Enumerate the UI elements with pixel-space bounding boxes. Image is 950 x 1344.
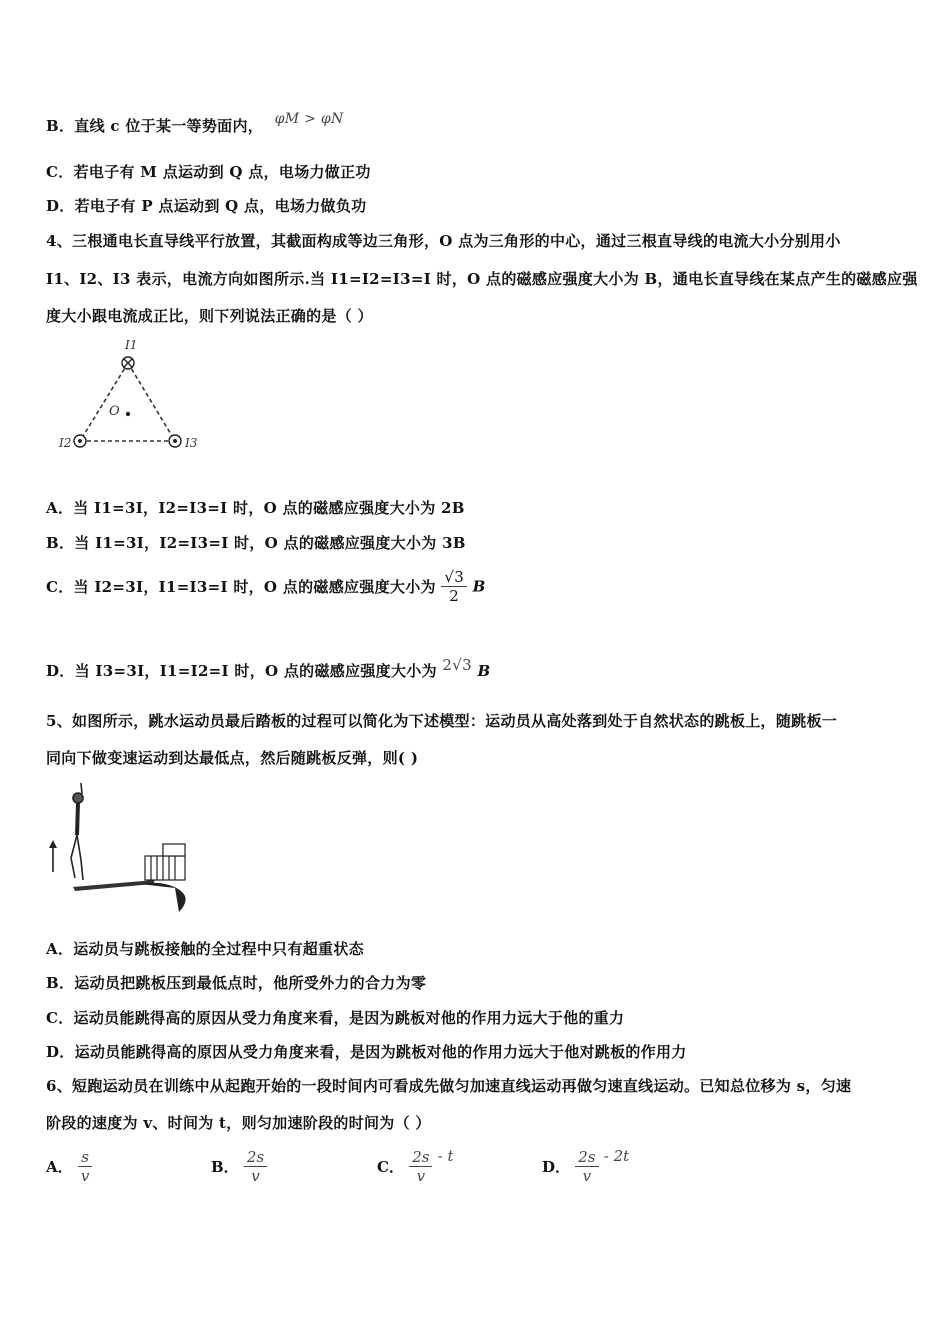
- prev-option-b: [46, 111, 344, 136]
- q6-line1: [46, 1075, 851, 1096]
- sqrt3-over-2-fraction: [441, 568, 467, 605]
- q5-line1: [46, 710, 837, 731]
- field-b-symbol: B: [477, 662, 491, 680]
- option-fraction: [575, 1148, 598, 1185]
- q4-option-b: [46, 532, 466, 553]
- option-tail: - 2t: [603, 1146, 630, 1165]
- option-label: B．: [211, 1158, 239, 1176]
- triangle-edge-left: [80, 363, 128, 441]
- q4-option-c: [46, 568, 486, 605]
- label-i1: I1: [125, 338, 138, 352]
- option-label: B．: [46, 117, 75, 135]
- q5-option-d-text: D．运动员能跳得高的原因从受力角度来看，是因为跳板对他的作用力远大于他对跳板的作用力: [46, 1043, 687, 1061]
- q4-option-c-text: C．当 I2=3I，I1=I3=I 时，O 点的磁感应强度大小为: [46, 578, 436, 596]
- option-text: 若电子有 M 点运动到 Q 点，电场力做正功: [73, 163, 371, 181]
- q6-line2: [46, 1112, 431, 1133]
- q6-option-d: [542, 1148, 629, 1185]
- q4-line2: [46, 268, 918, 289]
- triangle-edge-right: [128, 363, 175, 441]
- q4-option-d-text: D．当 I3=3I，I1=I2=I 时，O 点的磁感应强度大小为: [46, 662, 437, 680]
- q6-option-b: [211, 1148, 267, 1185]
- prev-option-c: [46, 161, 371, 182]
- q5-line2: [46, 747, 418, 768]
- option-fraction: [409, 1148, 432, 1185]
- q4-stem-3: 度大小跟电流成正比，则下列说法正确的是（ ）: [46, 307, 373, 325]
- prev-option-d: [46, 195, 366, 216]
- fraction-numerator: 2s: [412, 1148, 430, 1166]
- upward-arrow: [49, 840, 57, 872]
- q4-number: 4、: [46, 232, 73, 250]
- label-i3: I3: [185, 436, 198, 450]
- option-fraction: [244, 1148, 267, 1185]
- diving-board: [73, 880, 155, 891]
- q4-option-a: [46, 497, 465, 518]
- option-label: D．: [46, 197, 75, 215]
- q6-option-c: [377, 1148, 454, 1185]
- q5-option-c: [46, 1007, 624, 1028]
- q4-option-b-text: B．当 I1=3I，I2=I3=I 时，O 点的磁感应强度大小为 3B: [46, 534, 466, 552]
- q4-option-d: [46, 656, 491, 681]
- q6-stem-2: 阶段的速度为 v、时间为 t，则匀加速阶段的时间为（ ）: [46, 1114, 431, 1132]
- q4-stem-1: 三根通电长直导线平行放置，其截面构成等边三角形，O 点为三角形的中心，通过三根直导线的电流大小分别用小: [72, 232, 841, 250]
- two-sqrt3: 2√3: [442, 656, 472, 674]
- diving-board-figure: [45, 780, 195, 920]
- q4-triangle-figure: [55, 335, 215, 460]
- fraction-denominator: 2: [441, 586, 467, 605]
- option-text: 若电子有 P 点运动到 Q 点，电场力做负功: [74, 197, 367, 215]
- q4-option-a-text: A．当 I1=3I，I2=I3=I 时，O 点的磁感应强度大小为 2B: [46, 499, 465, 517]
- q6-option-a: [46, 1148, 92, 1185]
- fraction-numerator: 2s: [246, 1148, 265, 1166]
- fraction-numerator: s: [81, 1148, 89, 1166]
- fraction-denominator: v: [78, 1166, 92, 1185]
- label-i2: I2: [59, 436, 72, 450]
- wire-i1-into-page: [122, 357, 134, 369]
- center-point-o: [126, 412, 130, 416]
- wire-i3-out-of-page: [169, 435, 181, 447]
- field-b-symbol: B: [472, 577, 486, 596]
- potential-inequality: φM > φN: [274, 111, 344, 127]
- diver-figure: [71, 783, 83, 880]
- q5-option-c-text: C．运动员能跳得高的原因从受力角度来看，是因为跳板对他的作用力远大于他的重力: [46, 1009, 625, 1027]
- wire-i2-out-of-page: [74, 435, 86, 447]
- option-fraction: [78, 1148, 92, 1185]
- fraction-denominator: v: [575, 1166, 598, 1185]
- option-label: C．: [46, 163, 74, 181]
- q4-line1: [46, 230, 841, 251]
- label-o: O: [109, 404, 120, 419]
- option-label: D．: [542, 1158, 571, 1176]
- q5-option-b-text: B．运动员把跳板压到最低点时，他所受外力的合力为零: [46, 974, 427, 992]
- fraction-numerator: 2s: [578, 1148, 596, 1166]
- fraction-denominator: v: [409, 1166, 432, 1185]
- q5-stem-2: 同向下做变速运动到达最低点，然后随跳板反弹，则( ): [46, 749, 419, 767]
- q5-stem-1: 5、如图所示，跳水运动员最后踏板的过程可以简化为下述模型：运动员从高处落到处于自然状态的跳板上，随跳板一: [46, 712, 838, 730]
- q5-option-a-text: A．运动员与跳板接触的全过程中只有超重状态: [46, 940, 364, 958]
- option-label: A．: [46, 1158, 73, 1176]
- board-base: [140, 883, 186, 912]
- fraction-denominator: v: [244, 1166, 267, 1185]
- fraction-numerator: √3: [444, 568, 465, 586]
- q6-stem-1: 6、短跑运动员在训练中从起跑开始的一段时间内可看成先做匀加速直线运动再做匀速直线运动。已知总位移为 s，匀速: [46, 1077, 852, 1095]
- q4-line3: [46, 305, 373, 326]
- option-tail: - t: [437, 1146, 454, 1165]
- q5-option-b: [46, 972, 426, 993]
- option-text: 直线 c 位于某一等势面内，: [74, 117, 264, 135]
- q5-option-a: [46, 938, 364, 959]
- q4-stem-2: I1、I2、I3 表示，电流方向如图所示.当 I1=I2=I3=I 时，O 点的磁感应强度大小为 B，通电长直导线在某点产生的磁感应强: [46, 270, 918, 288]
- board-support: [145, 844, 185, 880]
- option-label: C．: [377, 1158, 404, 1176]
- q5-option-d: [46, 1041, 687, 1062]
